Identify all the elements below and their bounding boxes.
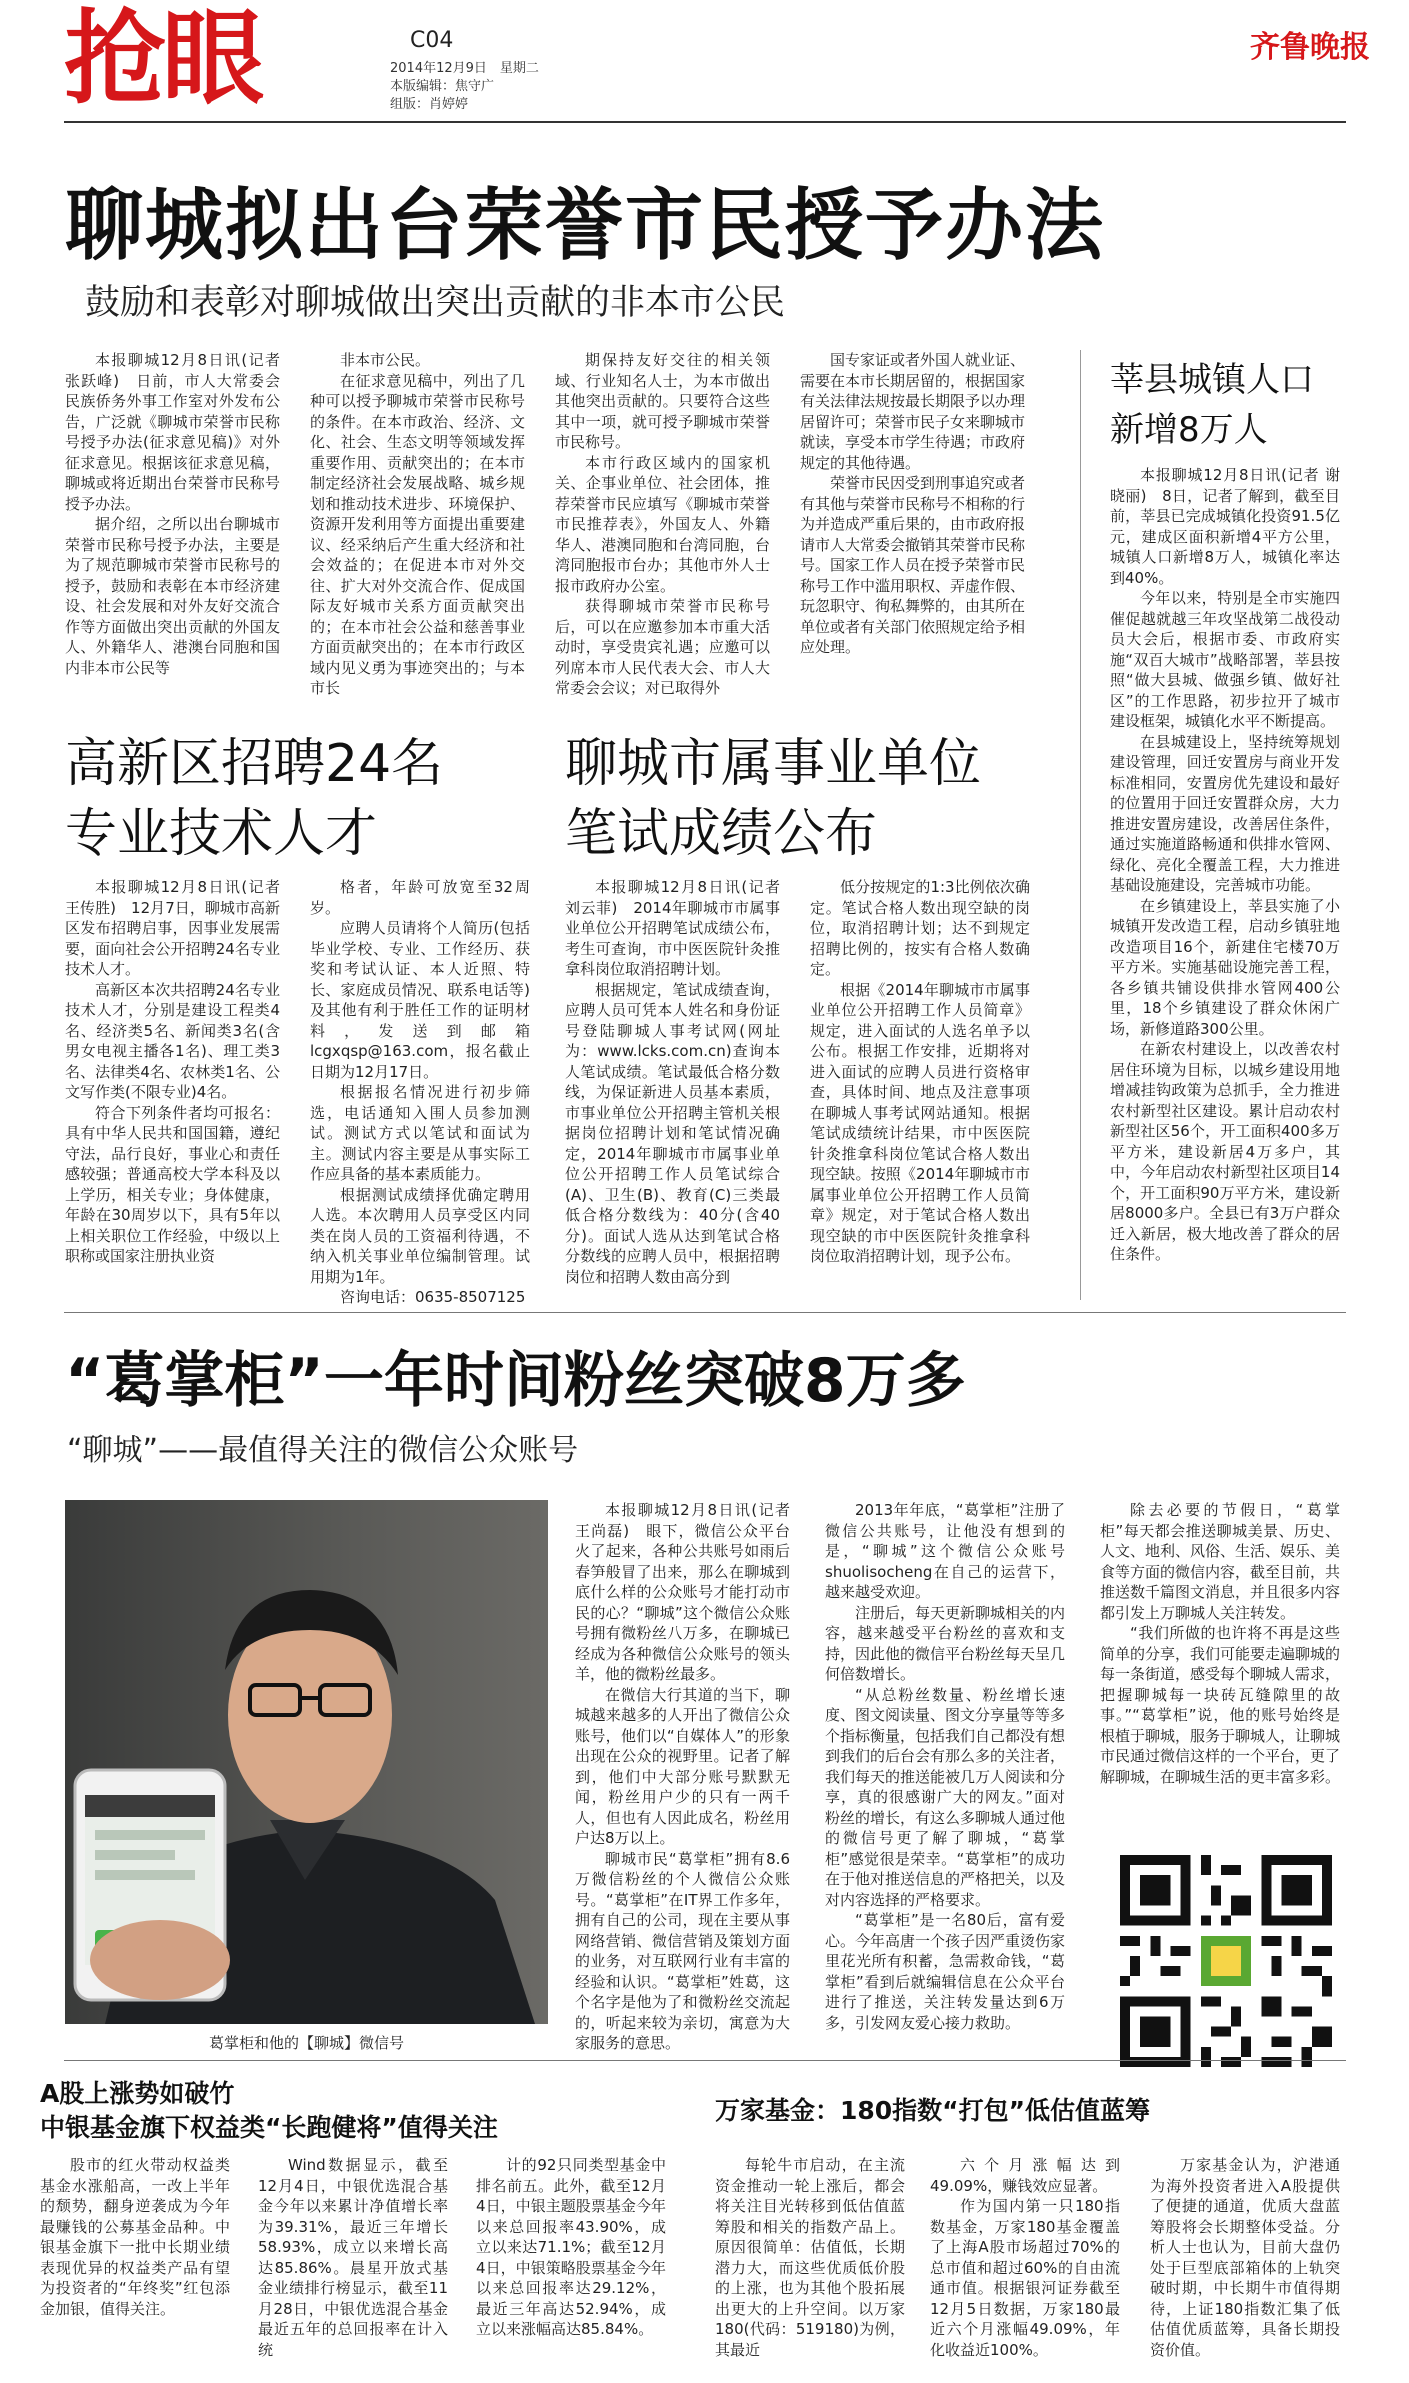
lead-column-1	[65, 350, 280, 695]
jobs-column-2	[310, 877, 530, 1306]
paragraph: 应聘人员请将个人简历(包括毕业学校、专业、工作经历、获奖和考试认证、本人近照、特长、家庭成员情况、联系电话等)及其他有利于胜任工作的证明材料，发送到邮箱lcgxqsp@163.com，报名截止日期为12月17日。	[310, 919, 530, 1081]
jobs-headline-line1: 高新区招聘24名	[65, 734, 444, 794]
paragraph: 咨询电话：0635-8507125	[340, 1288, 526, 1306]
paragraph: 符合下列条件者均可报名：具有中华人民共和国国籍，遵纪守法，品行良好，事业心和责任感较强；普通高校大学本科及以上学历，相关专业；身体健康，年龄在30周岁以下，具有5年以上相关职位工作经验，中级以上职称或国家注册执业资	[65, 1103, 280, 1265]
paragraph: 聊城市民“葛掌柜”拥有8.6万微信粉丝的个人微信公众账号。“葛掌柜”在IT界工作多年，拥有自己的公司，现在主要从事网络营销、微信营销及策划方面的业务，对互联网行业有丰富的经验和认识。“葛掌柜”姓葛，这个名字是他为了和微粉丝交流起的，听起来较为亲切，寓意为大家服务的意思。	[575, 1849, 790, 2052]
photo-caption: 葛掌柜和他的【聊城】微信号	[208, 2034, 404, 2052]
portrait-illustration	[65, 1500, 548, 2024]
wechat-headline: “葛掌柜”一年时间粉丝突破8万多	[65, 1346, 966, 1416]
section-rule	[64, 1312, 1346, 1313]
masthead-logo: 抢眼	[64, 0, 260, 119]
layout-credit: 组版：肖婷婷	[390, 97, 469, 112]
wechat-column-1	[575, 1500, 790, 2052]
paragraph: 在县城建设上，坚持统筹规划建设管理，回迁安置房与商业开发标准相同，安置房优先建设和最好的位置用于回迁安置群众房，大力推进安置房建设，改善居住条件，通过实施道路畅通和供排水管网、绿化、亮化全覆盖工程，大力推进基础设施建设，完善城市功能。	[1110, 732, 1340, 894]
lead-headline: 聊城拟出台荣誉市民授予办法	[65, 181, 1106, 271]
issue-date: 2014年12月9日 星期二	[390, 61, 539, 76]
paragraph: 2013年年底，“葛掌柜”注册了微信公共账号，让他没有想到的是，“聊城”这个微信公众账号shuolisocheng在自己的运营下，越来越受欢迎。	[825, 1501, 1065, 1601]
lead-subheadline: 鼓励和表彰对聊城做出突出贡献的非本市公民	[85, 283, 786, 323]
paragraph: 在新农村建设上，以改善农村居住环境为目标，以城乡建设用地增减挂钩政策为总抓手，全力推进农村新型社区建设。累计启动农村新型社区56个，开工面积400多万平方米，建设新居4万多户，其中，今年启动农村新型社区项目14个，开工面积90万平方米，建设新居8000多户。全县已有3万户群众迁入新居，极大地改善了群众的居住条件。	[1110, 1040, 1340, 1263]
stocks-headline-line1: A股上涨势如破竹	[40, 2079, 235, 2108]
jobs-headline-line2: 专业技术人才	[65, 804, 378, 864]
qr-code[interactable]	[1120, 1855, 1332, 2067]
wechat-column-2	[825, 1500, 1065, 2040]
paragraph: 注册后，每天更新聊城相关的内容，越来越受平台粉丝的喜欢和支持，因此他的微信平台粉丝每天呈几何倍数增长。	[825, 1603, 1066, 1683]
paragraph: “葛掌柜”是一名80后，富有爱心。今年高唐一个孩子因严重烫伤家里花光所有积蓄，急需救命钱，“葛掌柜”看到后就编辑信息在公众平台进行了推送，关注转发量达到6万多，引发网友爱心接力救助。	[825, 1911, 1066, 2032]
page-number: C04	[410, 28, 454, 53]
section-rule-2	[64, 2060, 1346, 2061]
stocks-column-1: 股市的红火带动权益类基金水涨船高，一改上半年的颓势，翻身逆袭成为今年最赚钱的公募基金品种。中银基金旗下一批中长期业绩表现优异的权益类产品有望为投资者的“年终奖”红包添金加银，值得关注。	[40, 2156, 230, 2318]
paragraph: 六个月涨幅达到49.09%，赚钱效应显著。	[930, 2156, 1120, 2195]
wechat-column-3	[1100, 1500, 1340, 1845]
paragraph: 非本市公民。	[340, 351, 431, 369]
paragraph: “从总粉丝数量、粉丝增长速度、图文阅读量、图文分享量等等多个指标衡量，包括我们自己都没有想到我们的后台会有那么多的关注者，我们每天的推送能被几万人阅读和分享，真的很感谢广大的网友。”面对粉丝的增长，有这么多聊城人通过他的微信号更了解了聊城，“葛掌柜”感觉很是荣幸。“葛掌柜”的成功在于他对推送信息的严格把关，以及对内容选择的严格要求。	[825, 1685, 1066, 1909]
paragraph: 高新区本次共招聘24名专业技术人才，分别是建设工程类4名、经济类5名、新闻类3名(含男女电视主播各1名)、理工类3名、法律类4名、农林类1名、公文写作类(不限专业)4名。	[65, 980, 280, 1101]
fund-column-3: 万家基金认为，沪港通为海外投资者进入A股提供了便捷的通道，优质大盘蓝筹股将会长期整体受益。分析人士也认为，目前大盘仍处于巨型底部箱体的上轨突破时期，中长期牛市值得期待，上证180指数汇集了低估值优质蓝筹，具备长期投资价值。	[1150, 2156, 1340, 2359]
paragraph: 本报聊城12月8日讯(记者 王尚磊) 眼下，微信公众平台火了起来，各种公共账号如雨后春笋般冒了出来，那么在聊城到底什么样的公众账号才能打动市民的心？“聊城”这个微信公众账号拥有微粉丝八万多，在聊城已经成为各种微信公众账号的领头羊，他的微粉丝最多。	[575, 1501, 790, 1683]
paragraph: 荣誉市民因受到刑事追究或者有其他与荣誉市民称号不相称的行为并造成严重后果的，由市政府报请市人大常委会撤销其荣誉市民称号。国家工作人员在授予荣誉市民称号工作中滥用职权、弄虚作假、玩忽职守、徇私舞弊的，由其所在单位或者有关部门依照规定给予相应处理。	[800, 474, 1026, 656]
stocks-column-3: 计的92只同类型基金中排名前五。此外，截至12月4日，中银主题股票基金今年以来总回报率43.90%，成立以来达71.1%；截至12月4日，中银策略股票基金今年以来总回报率达29.12%，最近三年高达52.94%，成立以来涨幅高达85.84%。	[476, 2156, 666, 2338]
lead-column-2	[310, 350, 525, 695]
fund-column-2	[930, 2155, 1120, 2375]
paragraph: 本报聊城12月8日讯(记者 王传胜) 12月7日，聊城市高新区发布招聘启事，因事业发展需要，面向社会公开招聘24名专业技术人才。	[65, 878, 280, 978]
county-headline-line1: 莘县城镇人口	[1110, 360, 1314, 400]
paragraph: 国专家证或者外国人就业证、需要在本市长期居留的，根据国家有关法律法规按最长期限予以办理居留许可；荣誉市民子女来聊城市就读，享受本市学生待遇；市政府规定的其他待遇。	[800, 351, 1026, 472]
column-divider	[1080, 350, 1081, 1300]
stocks-column-2: Wind数据显示，截至12月4日，中银优选混合基金今年以来累计净值增长率为39.31%，最近三年增长58.93%，成立以来增长高达85.86%。晨星开放式基金业绩排行榜显示，截至11月28日，中银优选混合基金最近五年的总回报率在计入统	[258, 2156, 448, 2359]
paragraph: 根据《2014年聊城市市属事业单位公开招聘工作人员简章》规定，进入面试的人选名单予以公布。根据工作安排，近期将对进入面试的应聘人员进行资格审查，具体时间、地点及注意事项在聊城人事考试网站通知。根据笔试成绩统计结果，市中医医院针灸推拿科岗位笔试合格人数出现空缺。按照《2014年聊城市市属事业单位公开招聘工作人员简章》规定，对于笔试合格人数出现空缺的市中医医院针灸推拿科岗位取消招聘计划，现予公布。	[810, 980, 1030, 1265]
paragraph: 根据测试成绩择优确定聘用人选。本次聘用人员享受区内同类在岗人员的工资福利待遇，不纳入机关事业单位编制管理。试用期为1年。	[310, 1185, 530, 1286]
paragraph: 除去必要的节假日，“葛掌柜”每天都会推送聊城美景、历史、人文、地利、风俗、生活、娱乐、美食等方面的微信内容，截至目前，共推送数千篇图文消息，并且很多内容都引发上万聊城人关注转发。	[1100, 1501, 1341, 1622]
editor-credit: 本版编辑：焦守广	[390, 79, 495, 94]
paragraph: 作为国内第一只180指数基金，万家180基金覆盖了上海A股市场超过70%的总市值和超过60%的自由流通市值。根据银河证券截至12月5日数据，万家180最近六个月涨幅49.09%，年化收益近100%。	[930, 2197, 1120, 2359]
lead-column-4	[800, 350, 1025, 695]
county-headline-line2: 新增8万人	[1110, 410, 1268, 450]
paragraph: 本报聊城12月8日讯(记者 谢晓丽) 8日，记者了解到，截至目前，莘县已完成城镇化投资91.5亿元，建成区面积新增4平方公里，城镇人口新增8万人，城镇化率达到40%。	[1110, 466, 1340, 587]
newspaper-brand: 齐鲁晚报	[1250, 30, 1370, 65]
portrait-photo	[65, 1500, 548, 2024]
stocks-headline-line2: 中银基金旗下权益类“长跑健将”值得关注	[40, 2113, 498, 2142]
county-column	[1110, 465, 1340, 1300]
paragraph: 期保持友好交往的相关领域、行业知名人士，为本市做出其他突出贡献的。只要符合这些其中一项，就可授予聊城市荣誉市民称号。	[555, 351, 770, 451]
jobs-column-1	[65, 877, 280, 1297]
exam-column-2	[810, 877, 1030, 1297]
qr-code-icon	[1120, 1855, 1332, 2067]
paragraph: 低分按规定的1:3比例依次确定。笔试合格人数出现空缺的岗位，取消招聘计划；达不到规定招聘比例的，按实有合格人数确定。	[810, 878, 1030, 978]
paragraph: 本报聊城12月8日讯(记者 张跃峰) 日前，市人大常委会民族侨务外事工作室对外发布公告，广泛就《聊城市荣誉市民称号授予办法(征求意见稿)》对外征求意见。根据该征求意见稿，聊城或将近期出台荣誉市民称号授予办法。	[65, 351, 280, 513]
paragraph: 在微信大行其道的当下，聊城越来越多的人开出了微信公众账号，他们以“自媒体人”的形象出现在公众的视野里。记者了解到，他们中大部分账号默默无闻，粉丝用户少的只有一两千人，但也有人因此成名，粉丝用户达8万以上。	[575, 1685, 790, 1847]
paragraph: 据介绍，之所以出台聊城市荣誉市民称号授予办法，主要是为了规范聊城市荣誉市民称号的授予，鼓励和表彰在本市经济建设、社会发展和对外友好交流合作等方面做出突出贡献的外国友人、外籍华人、港澳台同胞和国内非本市公民等	[65, 515, 280, 677]
paragraph: “我们所做的也许将不再是这些简单的分享，我们可能要走遍聊城的每一条街道，感受每个聊城人需求，把握聊城每一块砖瓦缝隙里的故事。”“葛掌柜”说，他的账号始终是根植于聊城，服务于聊城人，让聊城市民通过微信这样的一个平台，更了解聊城，在聊城生活的更丰富多彩。	[1100, 1624, 1341, 1786]
paragraph: 根据规定，笔试成绩查询，应聘人员可凭本人姓名和身份证号登陆聊城人事考试网(网址为：www.lcks.com.cn)查询本人笔试成绩。笔试最低合格分数线，为保证新进人员基本素质，市事业单位公开招聘主管机关根据岗位招聘计划和笔试情况确定，2014年聊城市市属事业单位公开招聘工作人员笔试综合(A)、卫生(B)、教育(C)三类最低合格分数线为：40分(含40分)。面试人选从达到笔试合格分数线的应聘人员中，根据招聘岗位和招聘人数由高分到	[565, 980, 780, 1286]
paragraph: 今年以来，特别是全市实施四催促越就越三年攻坚战第二战役动员大会后，根据市委、市政府实施“双百大城市”战略部署，莘县按照“做大县城、做强乡镇、做好社区”的工作思路，初步拉开了城市建设框架，城镇化水平不断提高。	[1110, 589, 1340, 730]
paragraph: 本报聊城12月8日讯(记者 刘云菲) 2014年聊城市市属事业单位公开招聘笔试成绩公布，考生可查询，市中医医院针灸推拿科岗位取消招聘计划。	[565, 878, 780, 978]
paragraph: 根据报名情况进行初步筛选，电话通知入围人员参加测试。测试方式以笔试和面试为主。测试内容主要是从事实际工作应具备的基本素质能力。	[310, 1083, 530, 1183]
fund-column-1: 每轮牛市启动，在主流资金推动一轮上涨后，都会将关注目光转移到低估值蓝筹股和相关的指数产品上。原因很简单：估值低，长期潜力大，而这些优质低价股的上涨，也为其他个股拓展出更大的上升空间。以万家180(代码：519180)为例，其最近	[715, 2156, 905, 2359]
header-rule	[64, 121, 1346, 123]
paragraph: 格者，年龄可放宽至32周岁。	[310, 878, 530, 917]
lead-column-3	[555, 350, 770, 695]
fund-headline: 万家基金：180指数“打包”低估值蓝筹	[715, 2096, 1151, 2125]
wechat-subheadline: “聊城”——最值得关注的微信公众账号	[67, 1433, 579, 1468]
exam-column-1	[565, 877, 780, 1297]
paragraph: 本市行政区域内的国家机关、企事业单位、社会团体，推荐荣誉市民应填写《聊城市荣誉市民推荐表》，外国友人、外籍华人、港澳同胞和台湾同胞，台湾同胞报市台办；其他市外人士报市政府办公室。	[555, 453, 770, 595]
exam-headline-line1: 聊城市属事业单位	[565, 734, 982, 794]
paragraph: 在征求意见稿中，列出了几种可以授予聊城市荣誉市民称号的条件。在本市政治、经济、文化、社会、生态文明等领域发挥重要作用、贡献突出的；在本市制定经济社会发展战略、城乡规划和推动技术进步、环境保护、资源开发利用等方面提出重要建议、经采纳后产生重大经济和社会效益的；在促进本市对外交往、扩大对外交流合作、促成国际友好城市关系方面贡献突出的；在本市社会公益和慈善事业方面贡献突出的；在本市行政区域内见义勇为事迹突出的；与本市长	[310, 371, 525, 697]
paragraph: 获得聊城市荣誉市民称号后，可以在应邀参加本市重大活动时，享受贵宾礼遇；应邀可以列席本市人民代表大会、市人大常委会会议；对已取得外	[555, 597, 770, 697]
exam-headline-line2: 笔试成绩公布	[565, 804, 878, 864]
paragraph: 在乡镇建设上，莘县实施了小城镇开发改造工程，启动乡镇驻地改造项目16个，新建住宅楼70万平方米。实施基础设施完善工程，各乡镇共铺设供排水管网400公里，18个乡镇建设了群众休闲广场，新修道路300公里。	[1110, 896, 1340, 1038]
